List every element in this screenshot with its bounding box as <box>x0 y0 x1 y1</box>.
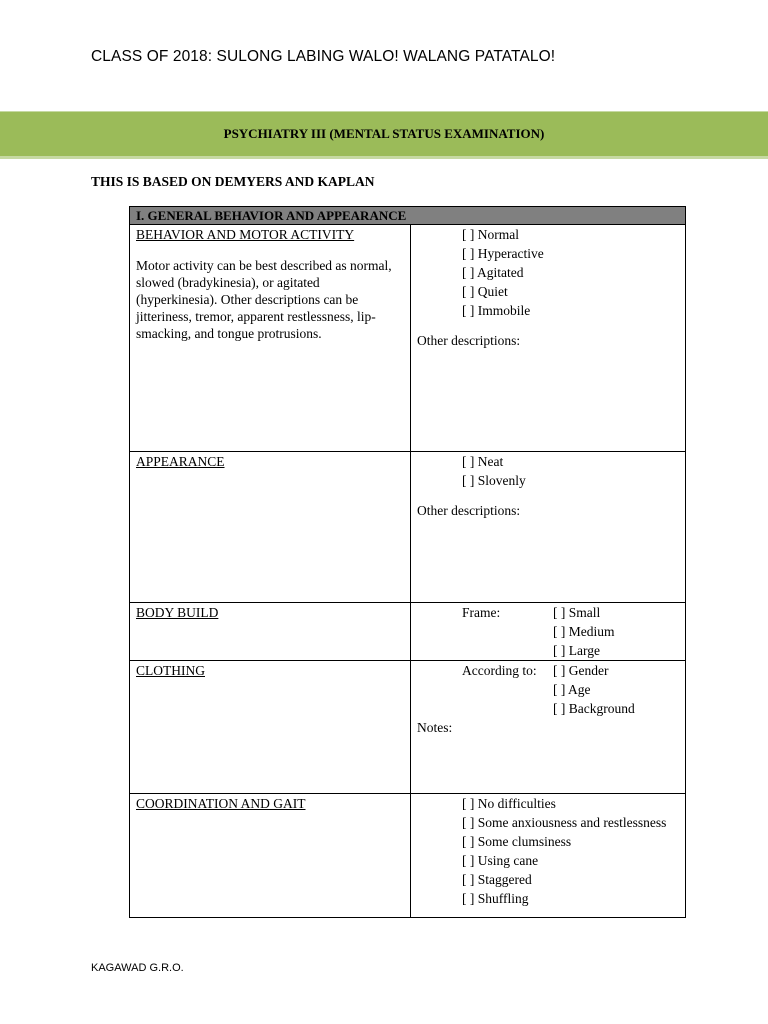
body-build-left-cell <box>130 603 411 661</box>
body-build-title: BODY BUILD <box>136 605 219 620</box>
section-header-row <box>130 207 686 225</box>
clothing-left-cell <box>130 661 411 794</box>
appearance-left-cell <box>130 452 411 603</box>
behavior-right-cell <box>411 225 686 452</box>
appearance-option-neat[interactable]: [ ] Neat <box>462 454 504 469</box>
banner-title: PSYCHIATRY III (MENTAL STATUS EXAMINATION) <box>223 126 545 141</box>
coordination-row <box>130 794 686 918</box>
frame-option-large[interactable]: [ ] Large <box>553 643 600 658</box>
clothing-right-cell <box>411 661 686 794</box>
title-banner <box>0 111 768 156</box>
clothing-option-gender[interactable]: [ ] Gender <box>553 663 609 678</box>
gait-option-cane[interactable]: [ ] Using cane <box>462 853 539 868</box>
body-build-right-cell <box>411 603 686 661</box>
page-footer: KAGAWAD G.R.O. <box>91 962 184 974</box>
appearance-row <box>130 452 686 603</box>
gait-option-shuffling[interactable]: [ ] Shuffling <box>462 891 529 906</box>
behavior-option-normal[interactable]: [ ] Normal <box>462 227 519 242</box>
clothing-notes-label: Notes: <box>417 720 453 735</box>
body-build-row <box>130 603 686 661</box>
behavior-option-hyperactive[interactable]: [ ] Hyperactive <box>462 246 544 261</box>
gait-option-clumsiness[interactable]: [ ] Some clumsiness <box>462 834 572 849</box>
clothing-row <box>130 661 686 794</box>
clothing-option-background[interactable]: [ ] Background <box>553 701 635 716</box>
frame-option-small[interactable]: [ ] Small <box>553 605 601 620</box>
clothing-title: CLOTHING <box>136 663 205 678</box>
appearance-title: APPEARANCE <box>136 454 225 469</box>
page-header: CLASS OF 2018: SULONG LABING WALO! WALANG PATATALO! <box>91 48 556 65</box>
coordination-title: COORDINATION AND GAIT <box>136 796 306 811</box>
behavior-left-cell <box>130 225 411 452</box>
frame-label: Frame: <box>462 605 501 620</box>
behavior-other-label: Other descriptions: <box>417 333 521 348</box>
frame-option-medium[interactable]: [ ] Medium <box>553 624 615 639</box>
basis-note: THIS IS BASED ON DEMYERS AND KAPLAN <box>91 174 375 189</box>
appearance-option-slovenly[interactable]: [ ] Slovenly <box>462 473 526 488</box>
gait-option-anxiousness[interactable]: [ ] Some anxiousness and restlessness <box>462 815 667 830</box>
coordination-right-cell <box>411 794 686 918</box>
appearance-right-cell <box>411 452 686 603</box>
behavior-description: Motor activity can be best described as normal, slowed (bradykinesia), or agitated (hyperkinesia). Other descriptions can be jitteriness, tremor, apparent restlessness, lip-smacking, and tongue protrusions. <box>136 258 392 341</box>
clothing-option-age[interactable]: [ ] Age <box>553 682 591 697</box>
according-to-label: According to: <box>462 663 537 678</box>
gait-option-staggered[interactable]: [ ] Staggered <box>462 872 532 887</box>
behavior-option-quiet[interactable]: [ ] Quiet <box>462 284 508 299</box>
gait-option-no-difficulties[interactable]: [ ] No difficulties <box>462 796 556 811</box>
behavior-title: BEHAVIOR AND MOTOR ACTIVITY <box>136 227 355 242</box>
section-title: I. GENERAL BEHAVIOR AND APPEARANCE <box>130 207 686 225</box>
behavior-option-immobile[interactable]: [ ] Immobile <box>462 303 531 318</box>
behavior-row <box>130 225 686 452</box>
mse-form-table <box>129 206 686 918</box>
behavior-option-agitated[interactable]: [ ] Agitated <box>462 265 524 280</box>
appearance-other-label: Other descriptions: <box>417 503 521 518</box>
coordination-left-cell <box>130 794 411 918</box>
